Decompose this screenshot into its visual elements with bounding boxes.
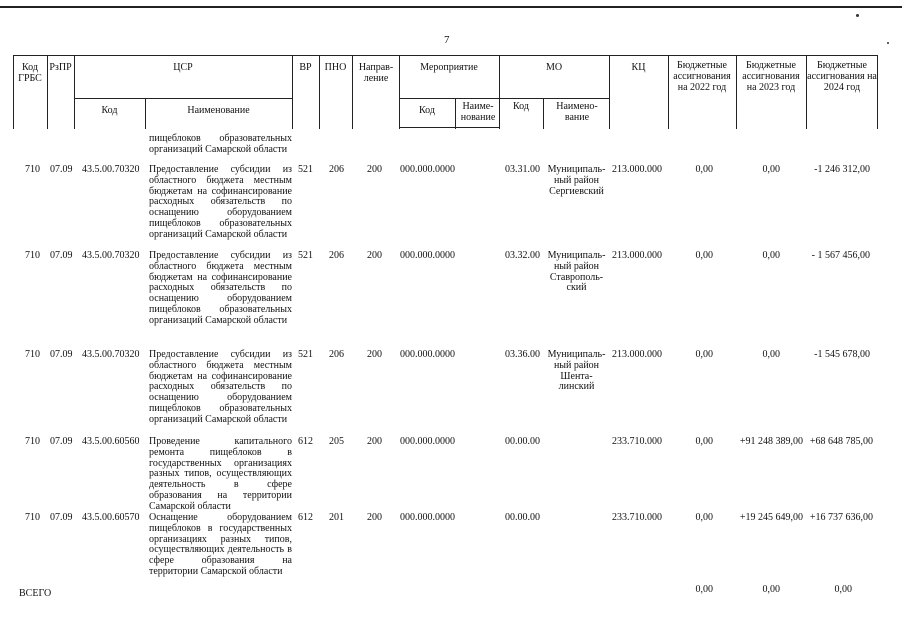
header-meropr-kod: Код xyxy=(419,105,435,116)
header-csr-name: Наименование xyxy=(187,105,250,116)
cell-rzpr: 07.09 xyxy=(50,436,73,447)
scan-speck xyxy=(887,42,889,44)
cell-vr: 521 xyxy=(298,349,313,360)
total-b2022: 0,00 xyxy=(695,584,713,595)
cell-b2023: +19 245 649,00 xyxy=(739,512,803,523)
cell-rzpr: 07.09 xyxy=(50,250,73,261)
cell-b2022: 0,00 xyxy=(695,250,713,261)
header-b2023: Бюджетные ассигнования на 2023 год xyxy=(742,60,800,93)
cell-pno: 201 xyxy=(329,512,344,523)
cell-b2024: +68 648 785,00 xyxy=(809,436,873,447)
cell-mo-name: Муниципаль-ный район Шента-линский xyxy=(547,349,606,393)
scan-speck xyxy=(856,14,859,17)
cell-name: Предоставление субсидии из областного бюджета местным бюджетам на софинансирование расходных обязательств по оснащению оборудованием пищеблоков образовательных организаций Самарской области xyxy=(149,250,292,326)
header-mo: МО xyxy=(545,62,563,73)
cell-mo-kod: 03.32.00 xyxy=(505,250,540,261)
cell-pno: 205 xyxy=(329,436,344,447)
header-meropr-name: Наиме-нование xyxy=(460,101,496,123)
header-mo-name: Наимено-вание xyxy=(556,101,598,123)
cell-pno: 206 xyxy=(329,250,344,261)
cell-b2024: -1 246 312,00 xyxy=(814,164,870,175)
cell-pno: 206 xyxy=(329,164,344,175)
cell-b2023: 0,00 xyxy=(762,164,780,175)
cell-kc: 213.000.000 xyxy=(612,349,662,360)
header-kc: КЦ xyxy=(631,62,646,73)
cell-name: Предоставление субсидии из областного бюджета местным бюджетам на софинансирование расходных обязательств по оснащению оборудованием пищеблоков образовательных организаций Самарской области xyxy=(149,349,292,425)
header-csr-kod: Код xyxy=(101,105,118,116)
cell-b2024: - 1 567 456,00 xyxy=(811,250,870,261)
cell-csr: 43.5.00.70320 xyxy=(82,164,140,175)
header-meropr: Мероприятие xyxy=(420,62,478,73)
cell-csr: 43.5.00.70320 xyxy=(82,250,140,261)
cell-mer-kod: 000.000.0000 xyxy=(400,436,455,447)
cell-mer-kod: 000.000.0000 xyxy=(400,349,455,360)
cell-mo-name: Муниципаль-ный район Ставрополь-ский xyxy=(547,250,606,294)
cell-rzpr: 07.09 xyxy=(50,349,73,360)
total-b2024: 0,00 xyxy=(834,584,852,595)
header-pno: ПНО xyxy=(324,62,347,73)
cell-rzpr: 07.09 xyxy=(50,164,73,175)
top-border-line xyxy=(0,6,902,8)
page-number: 7 xyxy=(444,34,450,46)
cell-b2022: 0,00 xyxy=(695,436,713,447)
cell-grbs: 710 xyxy=(25,436,40,447)
cell-mo-kod: 00.00.00 xyxy=(505,436,540,447)
header-sub-line xyxy=(74,98,292,99)
cell-vr: 612 xyxy=(298,512,313,523)
cell-napr: 200 xyxy=(367,164,382,175)
cell-mo-name: Муниципаль-ный район Сергиевский xyxy=(547,164,606,197)
header-col-line xyxy=(877,55,878,129)
cell-mo-kod: 03.36.00 xyxy=(505,349,540,360)
cell-csr: 43.5.00.60560 xyxy=(82,436,140,447)
cell-mo-kod: 03.31.00 xyxy=(505,164,540,175)
header-col-line xyxy=(455,98,456,129)
cell-mer-kod: 000.000.0000 xyxy=(400,250,455,261)
cell-pno: 206 xyxy=(329,349,344,360)
cell-mer-kod: 000.000.0000 xyxy=(400,512,455,523)
cell-b2022: 0,00 xyxy=(695,349,713,360)
cell-vr: 521 xyxy=(298,250,313,261)
cell-b2024: -1 545 678,00 xyxy=(814,349,870,360)
header-b2024: Бюджетные ассигнования на 2024 год xyxy=(807,60,877,93)
cell-kc: 213.000.000 xyxy=(612,164,662,175)
cell-kc: 233.710.000 xyxy=(612,436,662,447)
cell-grbs: 710 xyxy=(25,250,40,261)
cell-grbs: 710 xyxy=(25,349,40,360)
total-b2023: 0,00 xyxy=(762,584,780,595)
total-label: ВСЕГО xyxy=(19,588,52,599)
header-b2022: Бюджетные ассигнования на 2022 год xyxy=(673,60,731,93)
cell-b2023: 0,00 xyxy=(762,349,780,360)
cell-mo-kod: 00.00.00 xyxy=(505,512,540,523)
header-sub-line xyxy=(399,98,499,99)
cell-napr: 200 xyxy=(367,250,382,261)
cell-kc: 233.710.000 xyxy=(612,512,662,523)
header-top-line xyxy=(13,55,878,56)
cell-napr: 200 xyxy=(367,349,382,360)
header-mo-kod: Код xyxy=(513,101,529,112)
cell-name: Оснащение оборудованием пищеблоков в государственных организациях разных типов, осуществляющих деятельность в сфере образования на территории Самарской области xyxy=(149,512,292,577)
cell-csr: 43.5.00.60570 xyxy=(82,512,140,523)
header-sub-line xyxy=(499,98,609,99)
cell-b2023: 0,00 xyxy=(762,250,780,261)
header-napr: Направ-ление xyxy=(358,62,394,84)
cell-name: Предоставление субсидии из областного бюджета местным бюджетам на софинансирование расходных обязательств по оснащению оборудованием пищеблоков образовательных организаций Самарской области xyxy=(149,164,292,240)
cell-vr: 612 xyxy=(298,436,313,447)
table-header xyxy=(13,55,878,129)
cell-napr: 200 xyxy=(367,436,382,447)
header-kod-grbs: Код ГРБС xyxy=(18,62,42,84)
header-vr: ВР xyxy=(299,62,312,73)
cell-b2022: 0,00 xyxy=(695,512,713,523)
cell-csr: 43.5.00.70320 xyxy=(82,349,140,360)
cell-rzpr: 07.09 xyxy=(50,512,73,523)
header-csr: ЦСР xyxy=(173,62,193,73)
continued-name: пищеблоков образовательных организаций Самарской области xyxy=(149,133,292,155)
header-col-line xyxy=(543,98,544,129)
header-bottom-line xyxy=(399,127,499,128)
cell-b2024: +16 737 636,00 xyxy=(809,512,873,523)
cell-vr: 521 xyxy=(298,164,313,175)
header-rzpr: РзПР xyxy=(49,62,72,73)
cell-grbs: 710 xyxy=(25,512,40,523)
cell-kc: 213.000.000 xyxy=(612,250,662,261)
cell-mer-kod: 000.000.0000 xyxy=(400,164,455,175)
header-col-line xyxy=(352,55,353,129)
cell-napr: 200 xyxy=(367,512,382,523)
cell-grbs: 710 xyxy=(25,164,40,175)
cell-b2023: +91 248 389,00 xyxy=(739,436,803,447)
cell-b2022: 0,00 xyxy=(695,164,713,175)
cell-name: Проведение капитального ремонта пищеблоков в государственных организациях разных типов, осуществляющих деятельность в сфере образования на территории Самарской области xyxy=(149,436,292,512)
